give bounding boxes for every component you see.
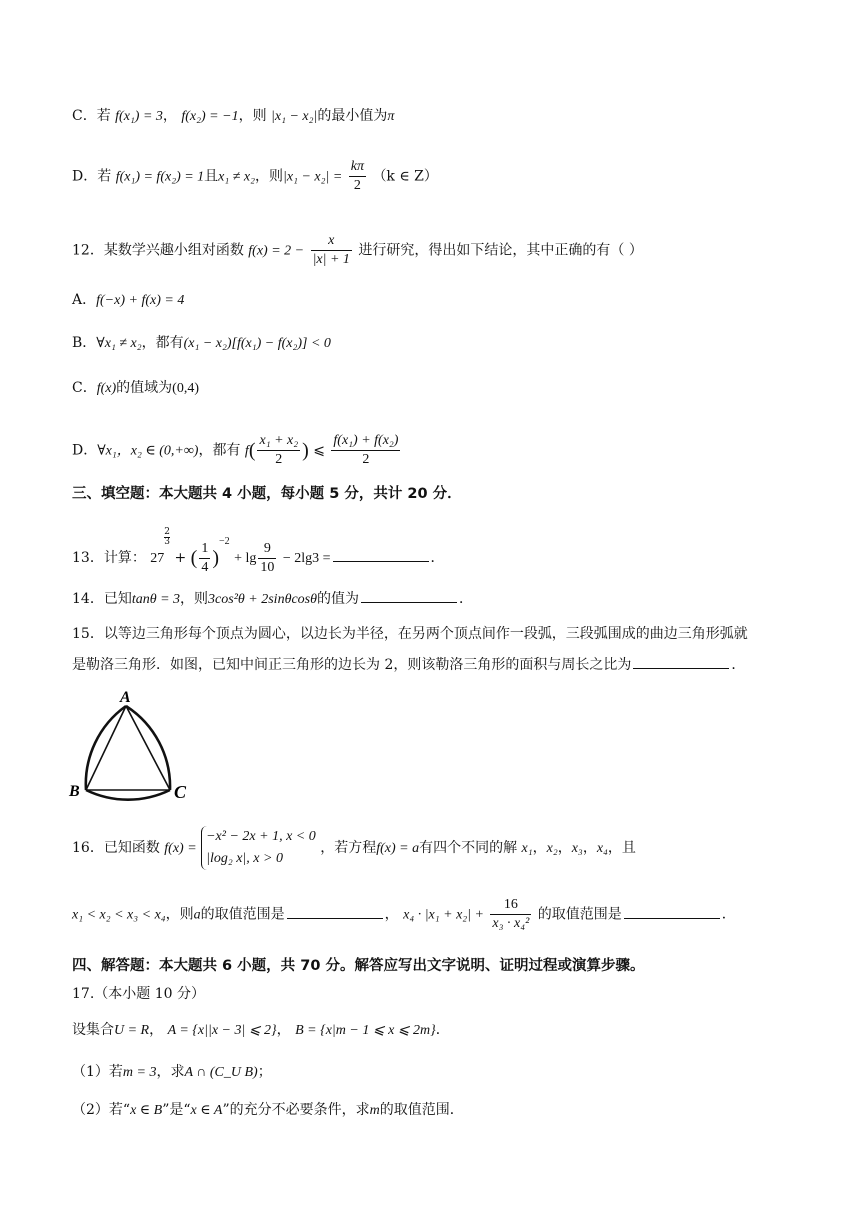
q15-line2: 是勒洛三角形．如图，已知中间正三角形的边长为 2，则该勒洛三角形的面积与周长之比为 ．: [72, 654, 745, 675]
q12-option-a: A．f(−x) + f(x) = 4: [72, 292, 185, 308]
q11-option-c: C．若 f(x₁) = 3， f(x₂) = −1，则 |x₁ − x₂|的最小值为π: [72, 108, 395, 124]
q17-label: 17.（本小题 10 分）: [72, 986, 205, 1002]
q12-stem: 12．某数学兴趣小组对函数 f(x) = 2 − $\frac{x}{|x| + 1}$ 进行研究，得出如下结论，其中正确的有（ ）: [72, 233, 643, 267]
arc-bc: [86, 790, 170, 800]
section-4-heading: 四、解答题：本大题共 6 小题，共 70 分。解答应写出文字说明、证明过程或演算步骤。: [72, 958, 645, 974]
q12-option-d: D．∀x₁，x₂ ∈ (0,+∞)，都有 f( $\frac{\text{x₁ + x₂}}{2}$ ) ⩽ $\frac{\text{f(x₁) + f(x₂)}}{2}$: [72, 433, 399, 467]
q17-setup: 设集合U = R， A = {x||x − 3| ⩽ 2}， B = {x|m − 1 ⩽ x ⩽ 2m}．: [72, 1022, 450, 1038]
q11c-cond1: f(x₁) = 3: [115, 109, 163, 124]
q14: 14．已知tanθ = 3，则3cos²θ + 2sinθcosθ的值为 ．: [72, 588, 473, 610]
q16-answer-blank-2[interactable]: [624, 904, 720, 919]
q16-answer-blank-1[interactable]: [287, 904, 383, 919]
vertex-label-c: C: [174, 782, 187, 802]
q15-answer-blank[interactable]: [633, 654, 729, 669]
q16-line1: 16．已知函数 f(x) = −x² − 2x + 1, x < 0 |log₂ x|, x > 0 ，若方程f(x) = a有四个不同的解 x₁，x₂，x₃，x₄，且: [72, 826, 636, 870]
vertex-label-b: B: [69, 783, 80, 800]
q15-line1: 15．以等边三角形每个顶点为圆心，以边长为半径，在另两个顶点间作一段弧，三段弧围成的曲边三角形弧就: [72, 626, 748, 642]
q16-piecewise: −x² − 2x + 1, x < 0 |log₂ x|, x > 0: [201, 826, 316, 870]
vertex-label-a: A: [120, 689, 131, 706]
q12-option-b: B．∀x₁ ≠ x₂，都有(x₁ − x₂)[f(x₁) − f(x₂)] < 0: [72, 335, 331, 351]
q12-option-c: C．f(x)的值域为(0,4): [72, 380, 199, 396]
section-3-heading: 三、填空题：本大题共 4 小题，每小题 5 分，共计 20 分．: [72, 486, 462, 502]
q17-part1: （1）若m = 3，求A ∩ (C_U B)；: [72, 1064, 272, 1080]
side-ca: [126, 706, 170, 790]
q13: 13．计算： 27 $\frac{2}{3}$ + ( $\frac{1}{4}$ )$^{-2}$ + lg $\frac{9}{10}$ − 2lg3 = ．: [72, 527, 445, 575]
reuleaux-triangle-figure: [66, 686, 196, 806]
q11-option-d: D．若 f(x₁) = f(x₂) = 1且x₁ ≠ x₂，则|x₁ − x₂| = $\frac{k\pi}{2}$ （k ∈ Z）: [72, 159, 438, 193]
q11d-fraction: $\frac{k\pi}{2}$: [350, 159, 364, 193]
q13-answer-blank[interactable]: [333, 547, 429, 562]
q17-part2: （2）若“x ∈ B”是“x ∈ A”的充分不必要条件，求m的取值范围．: [72, 1102, 464, 1118]
q16-line2: x₁ < x₂ < x₃ < x₄，则a的取值范围是 ， x₄ · |x₁ + x₂| + $\frac{16}{\text{x₃ · x₄²}}$ 的取值范围是 ．: [72, 897, 736, 931]
q11c-expr: |x₁ − x₂|: [271, 109, 318, 124]
q14-answer-blank[interactable]: [361, 588, 457, 603]
q12-fraction: $\frac{x}{|x| + 1}$: [312, 233, 350, 267]
q11c-cond2: f(x₂) = −1: [181, 109, 239, 124]
